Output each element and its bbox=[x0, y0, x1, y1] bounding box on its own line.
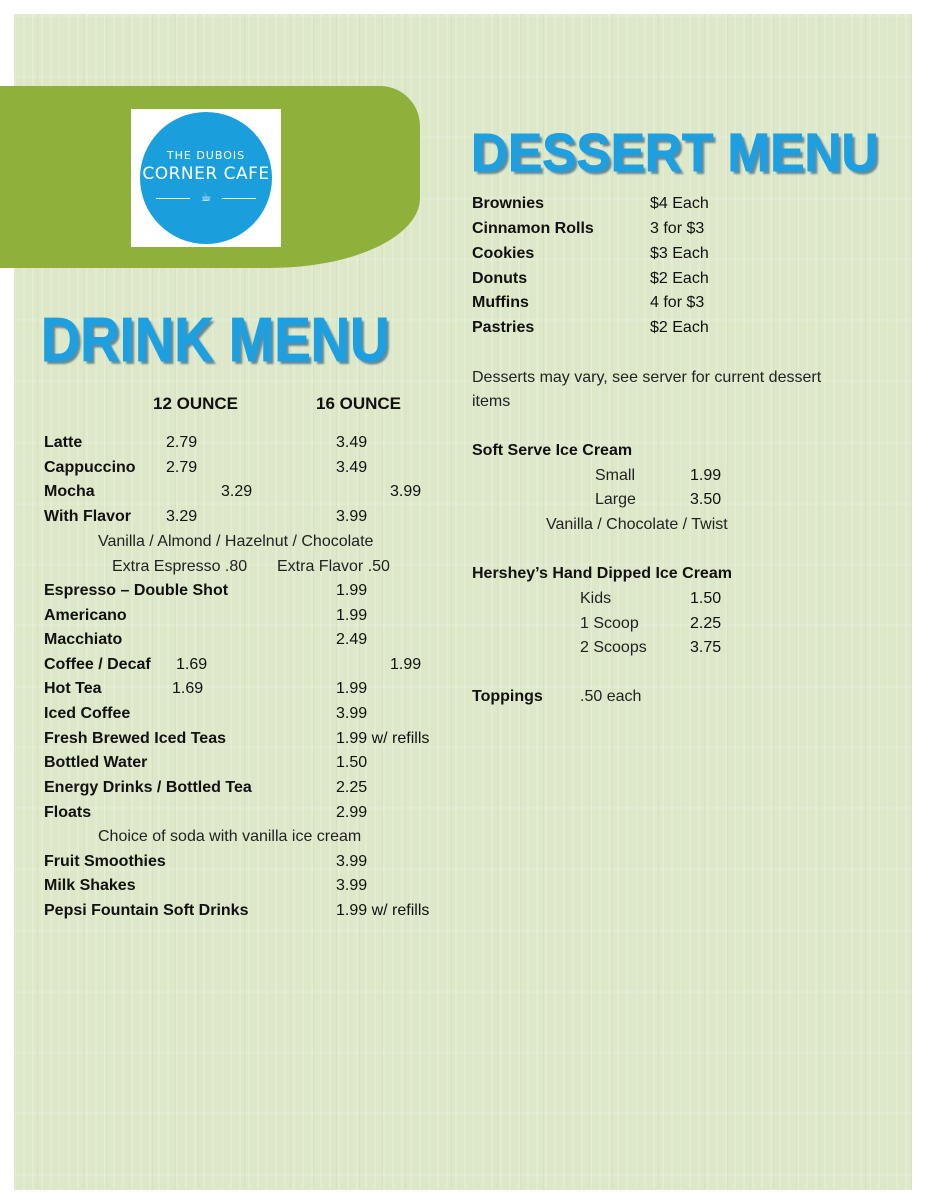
soft-serve-size: Small bbox=[595, 467, 636, 484]
item-price: 1.99 bbox=[336, 607, 368, 624]
drink-menu-title: DRINK MENU bbox=[41, 306, 390, 375]
hersheys-price: 1.50 bbox=[690, 590, 722, 607]
item-price-12: 3.29 bbox=[166, 508, 198, 525]
item-price: 1.99 bbox=[336, 582, 368, 599]
toppings-price: .50 each bbox=[580, 688, 642, 705]
item-price: 2.25 bbox=[336, 779, 368, 796]
item-name-milk-shakes: Milk Shakes bbox=[44, 877, 136, 894]
toppings-label: Toppings bbox=[472, 688, 543, 705]
item-name-bottled-water: Bottled Water bbox=[44, 754, 148, 771]
item-price-12: 3.29 bbox=[221, 483, 253, 500]
item-name-macchiato: Macchiato bbox=[44, 631, 123, 648]
item-name-with-flavor: With Flavor bbox=[44, 508, 131, 525]
item-name-americano: Americano bbox=[44, 607, 127, 624]
hersheys-size: 2 Scoops bbox=[580, 639, 647, 656]
item-price: 3.99 bbox=[336, 877, 368, 894]
logo-name-text: CORNER CAFE bbox=[142, 164, 270, 184]
item-name-mocha: Mocha bbox=[44, 483, 95, 500]
dessert-name-muffins: Muffins bbox=[472, 294, 529, 311]
dessert-note-line2: items bbox=[472, 393, 511, 410]
soft-serve-title: Soft Serve Ice Cream bbox=[472, 442, 633, 459]
hersheys-price: 3.75 bbox=[690, 639, 722, 656]
dessert-menu-title: DESSERT MENU bbox=[471, 123, 879, 183]
item-price-16: 3.49 bbox=[336, 434, 368, 451]
item-price-16: 3.49 bbox=[336, 459, 368, 476]
soft-serve-price: 1.99 bbox=[690, 467, 722, 484]
dessert-name-cinnamon-rolls: Cinnamon Rolls bbox=[472, 220, 594, 237]
extra-flavor-note: Extra Flavor .50 bbox=[277, 558, 390, 575]
item-price-16: 1.99 bbox=[390, 656, 422, 673]
dessert-price: 4 for $3 bbox=[650, 294, 705, 311]
item-name-floats: Floats bbox=[44, 804, 92, 821]
item-price: 3.99 bbox=[336, 853, 368, 870]
dessert-price: $2 Each bbox=[650, 270, 709, 287]
item-name-iced-coffee: Iced Coffee bbox=[44, 705, 131, 722]
logo-line-right bbox=[222, 198, 256, 199]
flavors-note: Vanilla / Almond / Hazelnut / Chocolate bbox=[98, 533, 374, 550]
floats-note: Choice of soda with vanilla ice cream bbox=[98, 828, 362, 845]
item-price: 2.99 bbox=[336, 804, 368, 821]
soft-serve-size: Large bbox=[595, 491, 636, 508]
item-name-fruit-smoothies: Fruit Smoothies bbox=[44, 853, 166, 870]
logo-the-text: THE DUBOIS bbox=[166, 149, 246, 162]
item-price: 1.99 w/ refills bbox=[336, 902, 430, 919]
item-name-cappuccino: Cappuccino bbox=[44, 459, 136, 476]
cafe-logo bbox=[131, 109, 281, 247]
item-price-16: 1.99 bbox=[336, 680, 368, 697]
item-name-iced-teas: Fresh Brewed Iced Teas bbox=[44, 730, 226, 747]
item-price-12: 2.79 bbox=[166, 459, 198, 476]
item-price-16: 3.99 bbox=[336, 508, 368, 525]
dessert-name-pastries: Pastries bbox=[472, 319, 535, 336]
item-price: 3.99 bbox=[336, 705, 368, 722]
item-price-16: 3.99 bbox=[390, 483, 422, 500]
dessert-price: $2 Each bbox=[650, 319, 709, 336]
item-price-12: 1.69 bbox=[172, 680, 204, 697]
extra-espresso-note: Extra Espresso .80 bbox=[112, 558, 248, 575]
item-price: 2.49 bbox=[336, 631, 368, 648]
item-name-latte: Latte bbox=[44, 434, 83, 451]
dessert-price: $3 Each bbox=[650, 245, 709, 262]
item-name-pepsi-fountain: Pepsi Fountain Soft Drinks bbox=[44, 902, 249, 919]
soft-serve-flavors: Vanilla / Chocolate / Twist bbox=[546, 516, 728, 533]
hersheys-price: 2.25 bbox=[690, 615, 722, 632]
col-header-16oz: 16 OUNCE bbox=[316, 394, 402, 413]
col-header-12oz: 12 OUNCE bbox=[153, 394, 239, 413]
dessert-note-line1: Desserts may vary, see server for current dessert bbox=[472, 369, 822, 386]
item-price: 1.99 w/ refills bbox=[336, 730, 430, 747]
hersheys-size: Kids bbox=[580, 590, 612, 607]
item-price-12: 1.69 bbox=[176, 656, 208, 673]
coffee-cup-icon: ☕ bbox=[200, 190, 212, 204]
item-name-coffee-decaf: Coffee / Decaf bbox=[44, 656, 151, 673]
item-name-hot-tea: Hot Tea bbox=[44, 680, 102, 697]
dessert-name-donuts: Donuts bbox=[472, 270, 528, 287]
item-price-12: 2.79 bbox=[166, 434, 198, 451]
soft-serve-price: 3.50 bbox=[690, 491, 722, 508]
dessert-name-cookies: Cookies bbox=[472, 245, 535, 262]
dessert-name-brownies: Brownies bbox=[472, 195, 545, 212]
item-price: 1.50 bbox=[336, 754, 368, 771]
hersheys-title: Hershey’s Hand Dipped Ice Cream bbox=[472, 565, 732, 582]
item-name-espresso: Espresso – Double Shot bbox=[44, 582, 229, 599]
item-name-energy-drinks: Energy Drinks / Bottled Tea bbox=[44, 779, 252, 796]
logo-badge bbox=[140, 112, 272, 244]
dessert-price: 3 for $3 bbox=[650, 220, 705, 237]
hersheys-size: 1 Scoop bbox=[580, 615, 639, 632]
dessert-price: $4 Each bbox=[650, 195, 709, 212]
